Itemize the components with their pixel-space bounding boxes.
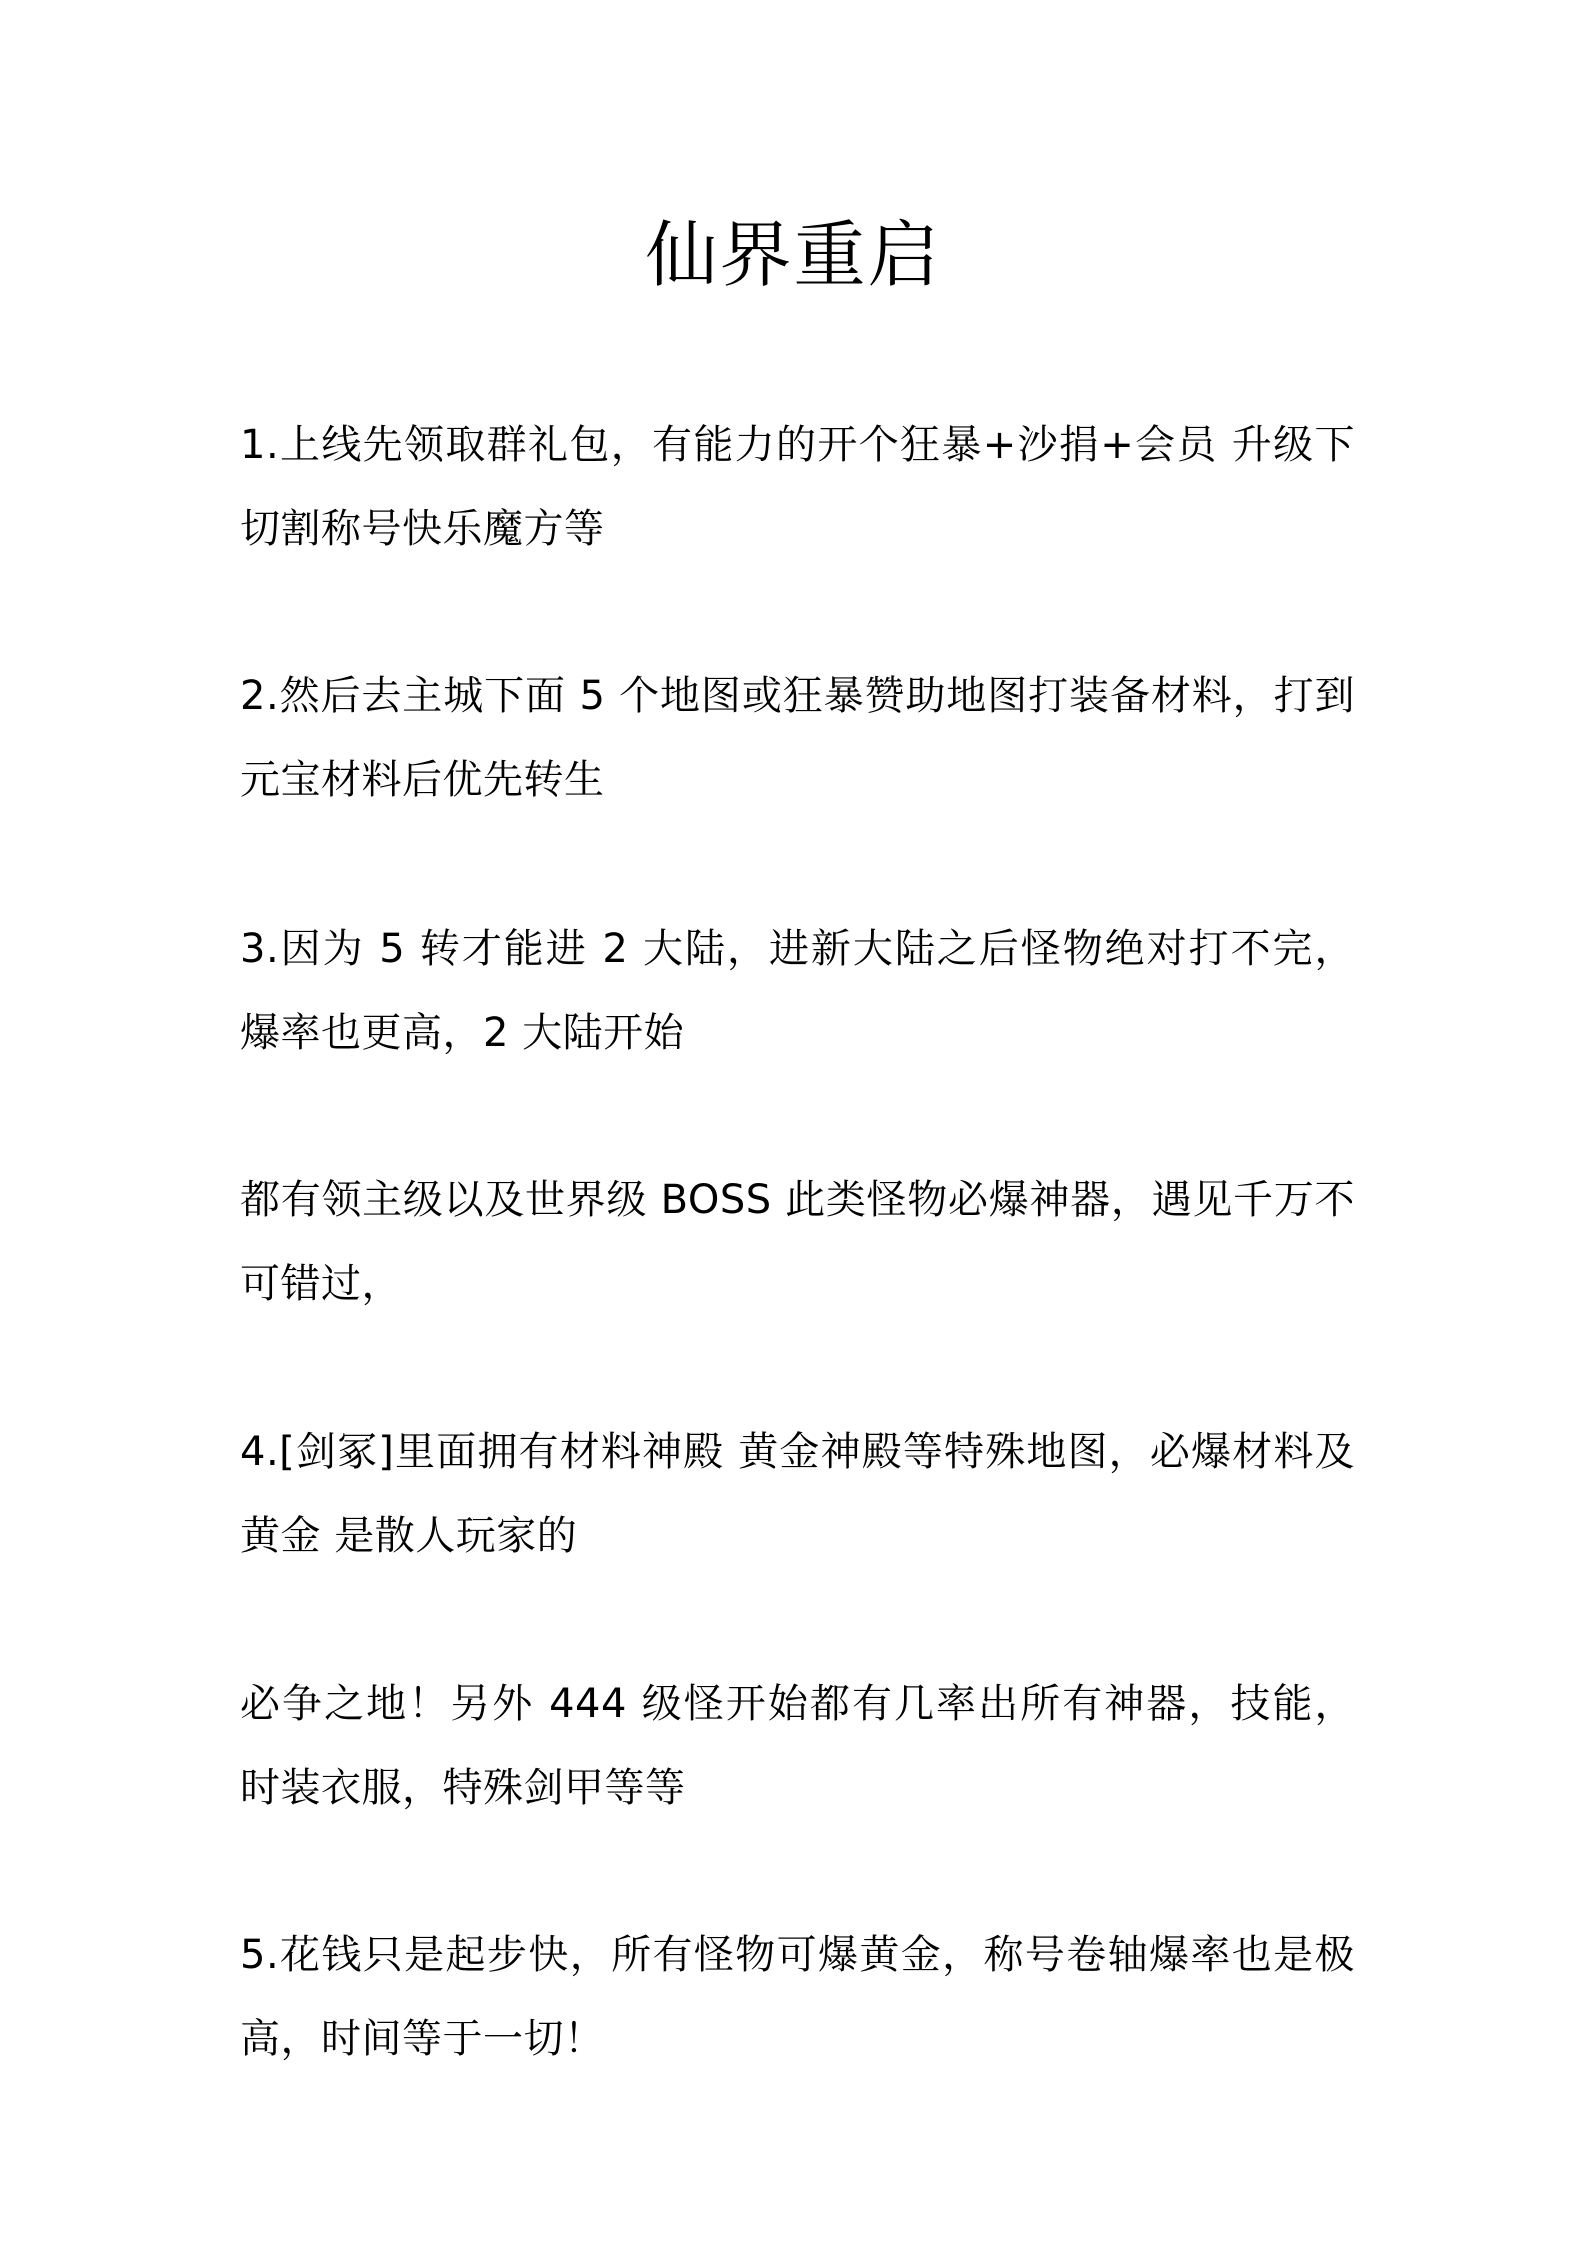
- paragraph-6: 必争之地！另外 444 级怪开始都有几率出所有神器，技能，时装衣服，特殊剑甲等等: [240, 1681, 1355, 1811]
- paragraph-1: 1.上线先领取群礼包，有能力的开个狂暴+沙捐+会员 升级下切割称号快乐魔方等: [240, 422, 1355, 552]
- paragraph-5: 4.[剑冢]里面拥有材料神殿 黄金神殿等特殊地图，必爆材料及黄金 是散人玩家的: [240, 1429, 1355, 1559]
- paragraph-2: 2.然后去主城下面 5 个地图或狂暴赞助地图打装备材料，打到元宝材料后优先转生: [240, 673, 1355, 803]
- paragraph-4: 都有领主级以及世界级 BOSS 此类怪物必爆神器，遇见千万不可错过，: [240, 1177, 1355, 1307]
- document-title: 仙界重启: [645, 213, 942, 297]
- paragraph-7: 5.花钱只是起步快，所有怪物可爆黄金，称号卷轴爆率也是极高，时间等于一切！: [240, 1932, 1355, 2062]
- paragraph-3: 3.因为 5 转才能进 2 大陆，进新大陆之后怪物绝对打不完，爆率也更高，2 大陆开始: [240, 926, 1355, 1056]
